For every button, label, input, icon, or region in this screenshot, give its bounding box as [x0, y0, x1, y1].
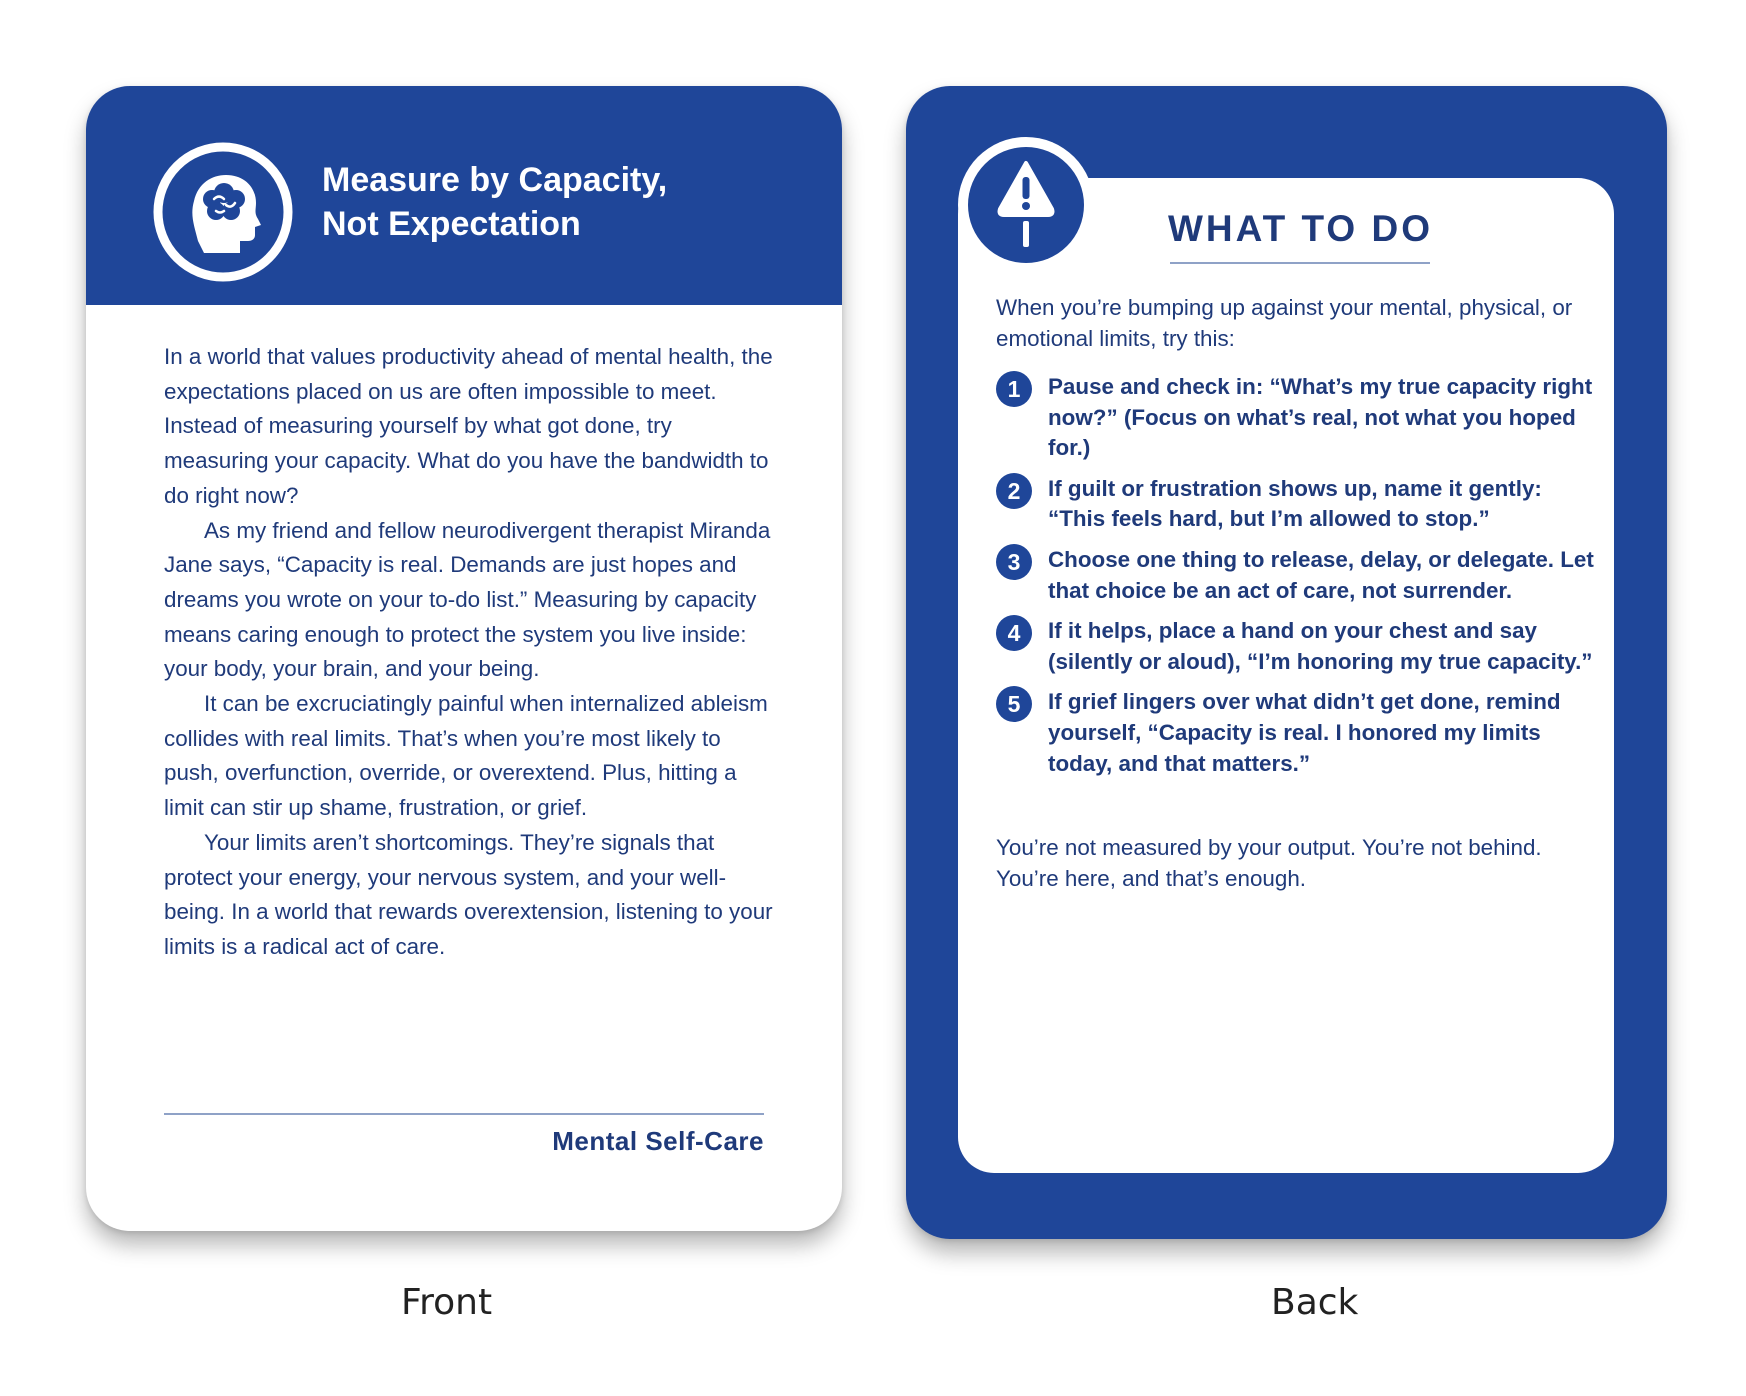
- head-brain-icon: [152, 141, 294, 283]
- list-item: [996, 474, 1596, 535]
- step-number-badge: 1: [996, 371, 1032, 407]
- step-text: Pause and check in: “What’s my true capacity right now?” (Focus on what’s real, not what you hoped for.): [1048, 374, 1593, 461]
- back-card-heading: WHAT TO DO: [1168, 208, 1433, 249]
- step-number-badge: 4: [996, 615, 1032, 651]
- list-item: [996, 687, 1596, 779]
- step-text: If grief lingers over what didn’t get done, remind yourself, “Capacity is real. I honored my limits today, and that matters.”: [1048, 689, 1561, 776]
- title-line-1: Measure by Capacity,: [322, 161, 668, 199]
- step-text: If it helps, place a hand on your chest and say (silently or aloud), “I’m honoring my true capacity.”: [1048, 618, 1593, 674]
- body-paragraph-4: Your limits aren’t shortcomings. They’re signals that protect your energy, your nervous system, and your well-being. In a world that rewards overextension, listening to your limits is a radical act of care.: [164, 829, 773, 959]
- front-caption: Front: [401, 1282, 493, 1323]
- front-card: [86, 86, 842, 1231]
- step-text: Choose one thing to release, delay, or delegate. Let that choice be an act of care, not surrender.: [1048, 546, 1594, 603]
- title-line-2: Not Expectation: [322, 205, 581, 243]
- list-item: [996, 616, 1596, 677]
- body-paragraph-3: It can be excruciatingly painful when internalized ableism collides with real limits. That’s when you’re most likely to push, overfunction, override, or overextend. Plus, hitting a limit can stir up shame, frustration, or grief.: [164, 691, 768, 821]
- back-card: [906, 86, 1667, 1239]
- front-card-title: [322, 158, 802, 246]
- step-number-badge: 5: [996, 686, 1032, 722]
- category-divider: [164, 1113, 764, 1115]
- heading-underline: [1170, 262, 1430, 264]
- body-paragraph-1: In a world that values productivity ahead of mental health, the expectations placed on us are often impossible to meet. Instead of measuring yourself by what got done, try measuring your capacity. What do you have the bandwidth to do right now?: [164, 344, 773, 508]
- back-card-outro: You’re not measured by your output. You’re not behind. You’re here, and that’s enough.: [996, 835, 1542, 891]
- front-card-header: [86, 86, 842, 305]
- list-item: [996, 545, 1596, 606]
- category-label: Mental Self-Care: [552, 1126, 764, 1156]
- warning-icon: [958, 137, 1094, 273]
- body-paragraph-2: As my friend and fellow neurodivergent therapist Miranda Jane says, “Capacity is real. Demands are just hopes and dreams you wrote on your to-do list.” Measuring by capacity means caring enough to protect the system you live inside: your body, your brain, and your being.: [164, 517, 771, 682]
- steps-list: [996, 372, 1596, 789]
- step-number-badge: 3: [996, 544, 1032, 580]
- front-card-body: [164, 340, 774, 965]
- list-item: [996, 372, 1596, 464]
- step-number-badge: 2: [996, 473, 1032, 509]
- back-caption: Back: [1271, 1282, 1359, 1323]
- back-card-intro: When you’re bumping up against your mental, physical, or emotional limits, try this:: [996, 295, 1573, 351]
- step-text: If guilt or frustration shows up, name it gently: “This feels hard, but I’m allowed to stop.”: [1048, 475, 1542, 532]
